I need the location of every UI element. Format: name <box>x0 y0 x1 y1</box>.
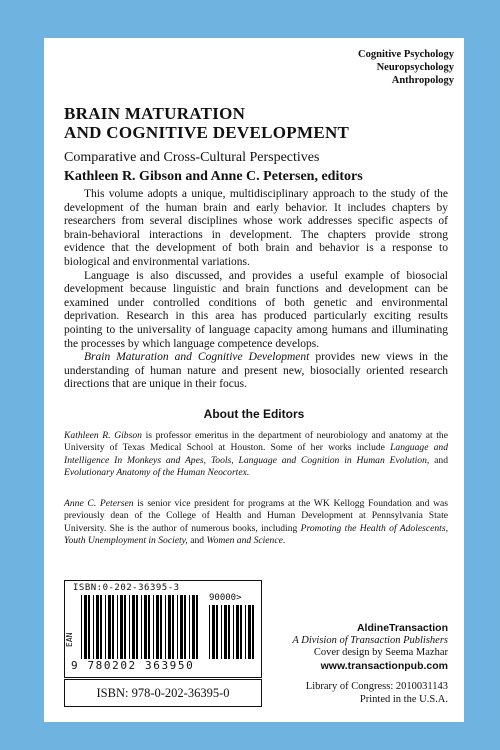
bio-text: and <box>187 534 207 546</box>
barcode-bar <box>221 605 222 659</box>
bio-works: Promoting the Health of Adolescents, Youth Unemployment in Society, <box>64 522 448 546</box>
barcode-bar <box>156 595 159 659</box>
editor-bio-petersen <box>64 498 448 547</box>
barcode-bar <box>236 605 239 659</box>
about-editors-heading: About the Editors <box>203 407 305 421</box>
barcode-bar <box>144 595 147 659</box>
editor-name: Kathleen R. Gibson <box>64 430 142 441</box>
ean-number: 9 780202 363950 <box>71 659 195 672</box>
bio-works: Language and Intelligence In Monkeys and Apes, Tools, Language and Cognition in Human Evolution, <box>64 442 448 466</box>
barcode-bar <box>148 595 150 659</box>
library-info <box>306 681 448 706</box>
barcode-bar <box>108 595 111 659</box>
barcode-bar <box>172 595 174 659</box>
description-text: provides new views in the understanding of human nature and present new, biosocially oriented research directions that are unique in their focus. <box>64 351 449 391</box>
isbn-box: ISBN: 978-0-202-36395-0 <box>64 679 262 707</box>
barcode <box>64 580 262 678</box>
barcode-isbn-label: ISBN:0-202-36395-3 <box>73 583 180 593</box>
barcode-bar <box>160 595 162 659</box>
title-line: BRAIN MATURATION <box>64 104 246 123</box>
barcode-bar <box>165 595 166 659</box>
barcode-bar <box>120 595 123 659</box>
barcode-bar <box>216 605 218 659</box>
bio-text: is senior vice president for programs at the WK Kellogg Foundation and was previously dean of the College of Health and Human Development at Pennsylvania State University. She is the author of numerous books, including <box>64 498 448 534</box>
barcode-bar <box>245 605 246 659</box>
publisher-name: AldineTransaction <box>356 622 448 634</box>
barcode-bar <box>177 595 178 659</box>
barcode-bar <box>189 595 190 659</box>
barcode-bar <box>93 595 94 659</box>
barcode-bar <box>212 605 215 659</box>
description <box>64 188 448 392</box>
library-of-congress: Library of Congress: 2010031143 <box>305 681 448 692</box>
barcode-bar <box>96 595 99 659</box>
book-title <box>64 104 444 142</box>
barcode-bar <box>81 595 82 659</box>
editor-bio-gibson <box>64 430 448 479</box>
ean-label: EAN <box>65 632 74 647</box>
description-paragraph <box>64 351 448 392</box>
barcode-bar <box>196 595 198 659</box>
barcode-bar <box>88 595 90 659</box>
barcode-bar <box>224 605 227 659</box>
title-line: AND COGNITIVE DEVELOPMENT <box>64 123 350 142</box>
barcode-bar <box>124 595 126 659</box>
barcode-bar <box>105 595 106 659</box>
barcode-bar <box>192 595 195 659</box>
barcode-bar <box>141 595 142 659</box>
description-paragraph: This volume adopts a unique, multidisciplinary approach to the study of the development of the human brain and early behavior. It includes chapters by researchers from several disciplines whose work addresses specific aspects of brain-behavioral interactions in development. The chapters provide strong evidence that the development of both brain and behavior is a response to biological and environmental variations. <box>64 188 448 268</box>
bio-text: is professor emeritus in the department of neurobiology and anatomy at the University of Texas Medical School at Houston. Some of her works include <box>64 430 448 454</box>
publisher-info <box>248 622 448 672</box>
barcode-bar <box>168 595 171 659</box>
description-paragraph: Language is also discussed, and provides a useful example of biosocial development because linguistic and brain functions and development can be examined under controlled conditions of both genetic and environmental deprivation. Research in this area has produced particularly exciting results pointing to the universality of language capacity among humans and illuminating the processes by which language competence develops. <box>64 269 448 350</box>
printed-in: Printed in the U.S.A. <box>359 693 448 705</box>
barcode-bar <box>112 595 114 659</box>
barcode-bar <box>153 595 154 659</box>
barcode-bar <box>84 595 87 659</box>
bio-text: and <box>429 454 448 466</box>
bio-works: Women and Science <box>206 534 283 546</box>
barcode-bar <box>136 595 138 659</box>
barcode-bar <box>180 595 183 659</box>
barcode-bar <box>240 605 242 659</box>
publisher-url: www.transactionpub.com <box>320 659 448 672</box>
bio-text: . <box>282 534 286 546</box>
barcode-bar <box>209 605 210 659</box>
subject-label: Anthropology <box>391 75 454 86</box>
barcode-bar <box>117 595 118 659</box>
barcode-price-code: 90000> <box>209 593 242 603</box>
barcode-bar <box>129 595 130 659</box>
barcode-bar <box>233 605 234 659</box>
book-subtitle: Comparative and Cross-Cultural Perspectives <box>64 150 320 165</box>
bio-works: Evolutionary Anatomy of the Human Neocortex. <box>64 466 250 478</box>
subject-label: Cognitive Psychology <box>358 49 454 60</box>
cover-design-credit: Cover design by Seema Mazhar <box>313 647 448 658</box>
subject-categories <box>358 48 454 87</box>
publisher-division: A Division of Transaction Publishers <box>292 634 448 646</box>
book-editors: Kathleen R. Gibson and Anne C. Petersen, editors <box>64 169 363 184</box>
cover-content <box>44 38 464 722</box>
book-title-italic: Brain Maturation and Cognitive Development <box>84 351 310 364</box>
barcode-bars <box>81 595 201 659</box>
barcode-bar <box>228 605 230 659</box>
barcode-bar <box>100 595 102 659</box>
subject-label: Neuropsychology <box>376 62 454 73</box>
editor-name: Anne C. Petersen <box>64 498 134 509</box>
barcode-bar <box>132 595 135 659</box>
barcode-bar <box>184 595 186 659</box>
